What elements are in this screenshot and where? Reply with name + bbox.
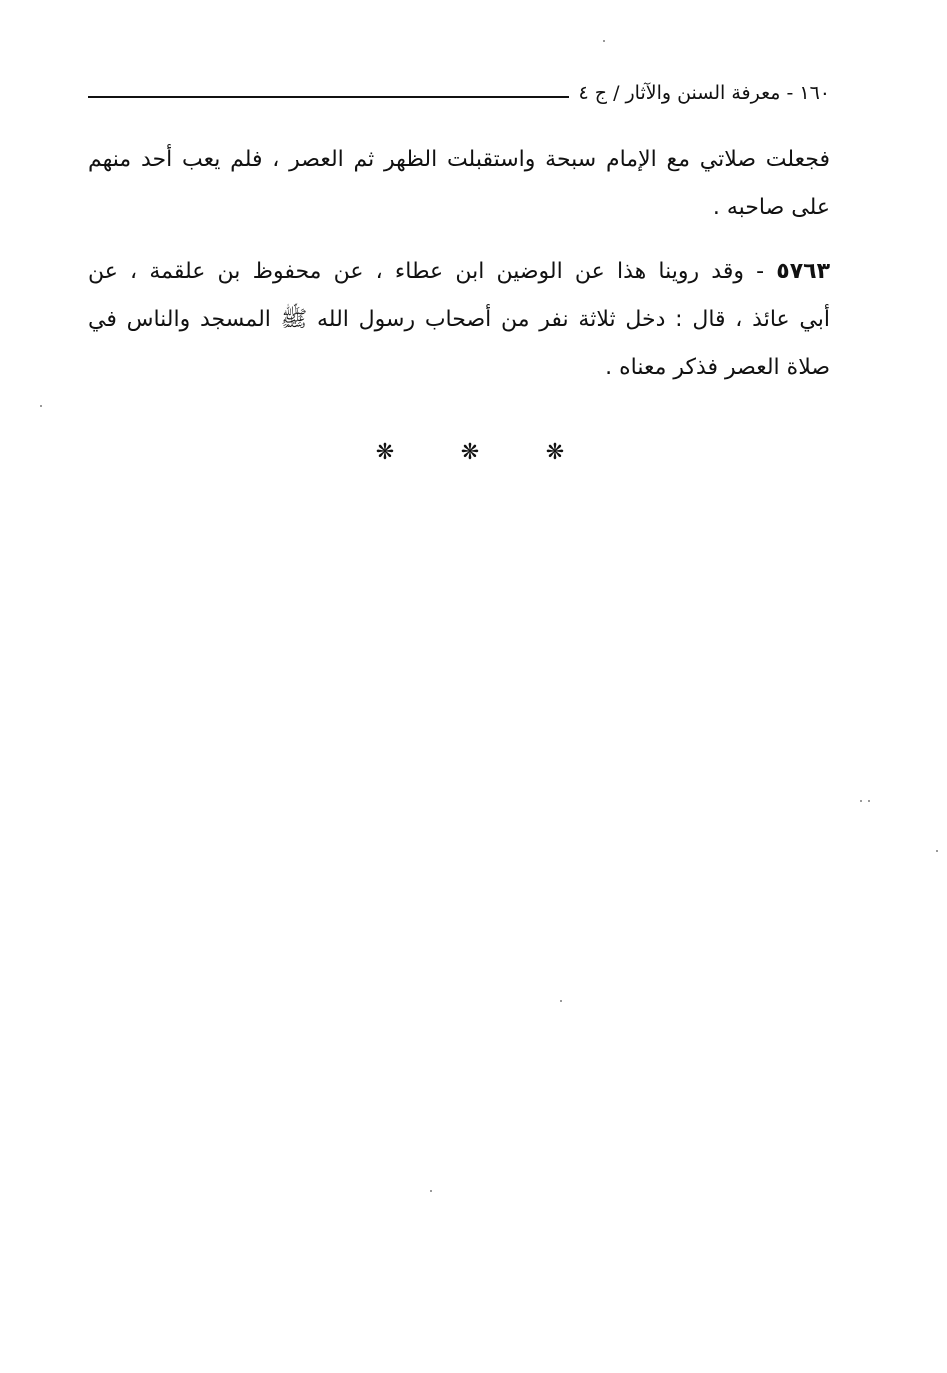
paragraph-2 bbox=[88, 248, 830, 392]
text-line bbox=[88, 248, 830, 296]
text-line: فجعلت صلاتي مع الإمام سبحة واستقبلت الظهر ثم العصر ، فلم يعب أحد منهم bbox=[88, 147, 830, 172]
scan-speck bbox=[603, 40, 605, 42]
asterism-icon: ❋ bbox=[460, 439, 480, 465]
text-line: صلاة العصر فذكر معناه . bbox=[605, 355, 830, 380]
scan-speck bbox=[430, 1190, 432, 1192]
scan-speck bbox=[936, 850, 938, 852]
asterism-icon: ❋ bbox=[375, 439, 395, 465]
header-rule bbox=[88, 96, 569, 98]
paragraph-1 bbox=[88, 136, 830, 232]
text-line: أبي عائذ ، قال : دخل ثلاثة نفر من أصحاب رسول الله ﷺ المسجد والناس في bbox=[88, 307, 830, 332]
text-line-content: - وقد روينا هذا عن الوضين ابن عطاء ، عن محفوظ بن علقمة ، عن bbox=[88, 259, 765, 284]
page-header bbox=[88, 76, 830, 110]
hadith-number: ٥٧٦٣ bbox=[776, 259, 831, 284]
text-line: على صاحبه . bbox=[712, 195, 830, 220]
scan-speck bbox=[40, 405, 42, 407]
scan-speck bbox=[860, 800, 862, 802]
scan-speck bbox=[868, 800, 870, 802]
scan-speck bbox=[560, 1000, 562, 1002]
asterism-icon: ❋ bbox=[545, 439, 565, 465]
section-divider bbox=[370, 432, 570, 472]
running-head: ١٦٠ - معرفة السنن والآثار / ج ٤ bbox=[578, 82, 830, 104]
main-text bbox=[88, 136, 830, 392]
